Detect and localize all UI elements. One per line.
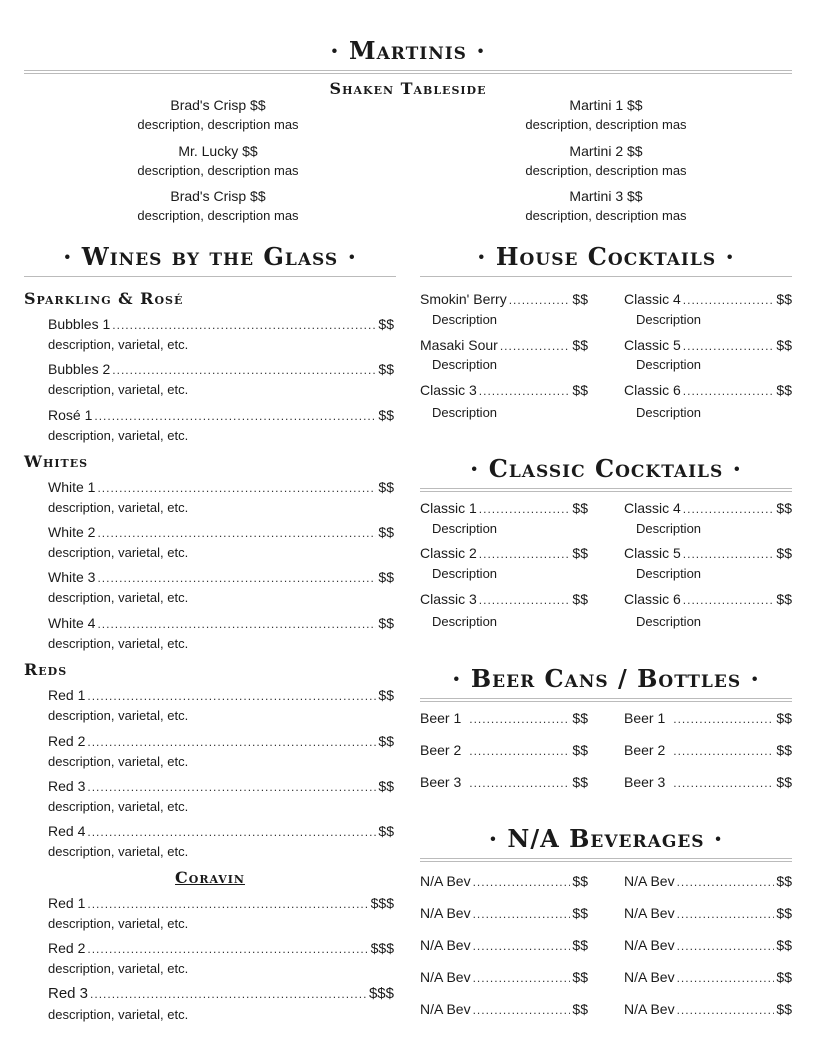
item-name: Classic 3 <box>420 591 477 607</box>
wine-desc: description, varietal, etc. <box>48 382 189 397</box>
item-name: Classic 1 <box>420 500 477 516</box>
wines-rule <box>24 276 396 277</box>
item-price: $$ <box>776 500 792 516</box>
item-price: $$ <box>572 291 588 307</box>
leader-dots <box>479 384 571 398</box>
cocktail-desc: Description <box>432 357 498 372</box>
leader-dots <box>473 907 571 921</box>
item-price: $$ <box>378 687 394 703</box>
item-desc: description, description mas <box>137 117 299 132</box>
beer-item <box>624 710 792 726</box>
wine-desc: description, varietal, etc. <box>48 337 189 352</box>
leader-dots <box>683 293 775 307</box>
item-name: Rosé 1 <box>48 407 93 423</box>
leader-dots <box>469 712 570 726</box>
item-price: $$ <box>378 778 394 794</box>
item-price: $$ <box>776 337 792 353</box>
item-name: Beer 2 <box>624 742 666 758</box>
item-price: $$ <box>378 479 394 495</box>
item-price: $$ <box>776 905 792 921</box>
wine-item <box>48 407 394 423</box>
wine-item <box>48 940 394 956</box>
item-desc: description, description mas <box>137 163 299 178</box>
item-name: Classic 6 <box>624 591 681 607</box>
beer-item <box>624 774 792 790</box>
cocktail-desc: Description <box>636 312 702 327</box>
item-name: Classic 5 <box>624 337 681 353</box>
item-desc: description, description mas <box>525 208 687 223</box>
item-price: $$ <box>776 937 792 953</box>
cocktail-desc: Description <box>432 405 498 420</box>
shaken-tableside-subtitle: Shaken Tableside <box>329 79 487 98</box>
leader-dots <box>479 502 571 516</box>
cocktail-item <box>624 591 792 607</box>
leader-dots <box>87 735 376 749</box>
cocktail-desc: Description <box>636 521 702 536</box>
item-price: $$ <box>572 545 588 561</box>
na-item <box>420 969 588 985</box>
na-item <box>624 937 792 953</box>
item-name: Classic 3 <box>420 382 477 398</box>
item-price: $$ <box>776 1001 792 1017</box>
leader-dots <box>479 593 571 607</box>
cocktail-desc: Description <box>432 614 498 629</box>
leader-dots <box>97 526 376 540</box>
item-price: $$$ <box>370 940 394 956</box>
classic-rule <box>420 488 792 492</box>
item-name: Brad's Crisp $$ <box>170 188 266 204</box>
item-desc: description, description mas <box>137 208 299 223</box>
item-name: N/A Bev <box>624 969 675 985</box>
leader-dots <box>683 502 775 516</box>
item-name: N/A Bev <box>624 873 675 889</box>
martini-item <box>498 186 714 226</box>
leader-dots <box>112 363 376 377</box>
item-price: $$ <box>776 873 792 889</box>
item-price: $$ <box>776 742 792 758</box>
item-name: Bubbles 1 <box>48 316 111 332</box>
wine-desc: description, varietal, etc. <box>48 844 189 859</box>
wine-desc: description, varietal, etc. <box>48 916 189 931</box>
leader-dots <box>677 907 775 921</box>
cocktail-item <box>624 291 792 307</box>
cocktail-item <box>420 337 588 353</box>
wine-item <box>48 985 394 1002</box>
classic-cocktails-title: · Classic Cocktails · <box>470 454 742 483</box>
cocktail-desc: Description <box>636 614 702 629</box>
item-price: $$ <box>572 873 588 889</box>
cocktail-item <box>624 337 792 353</box>
leader-dots <box>673 776 774 790</box>
cocktail-desc: Description <box>432 312 498 327</box>
leader-dots <box>683 547 775 561</box>
beer-rule <box>420 698 792 702</box>
item-price: $$ <box>378 407 394 423</box>
item-price: $$ <box>378 316 394 332</box>
martini-item <box>498 141 714 181</box>
item-name: Brad's Crisp $$ <box>170 97 266 113</box>
item-price: $$ <box>572 905 588 921</box>
item-price: $$$ <box>368 985 394 1002</box>
item-price: $$ <box>572 937 588 953</box>
leader-dots <box>677 939 775 953</box>
item-price: $$ <box>572 969 588 985</box>
beer-item <box>420 774 588 790</box>
item-price: $$ <box>572 382 588 398</box>
item-name: N/A Bev <box>420 1001 471 1017</box>
item-name: Mr. Lucky $$ <box>178 143 258 159</box>
item-name: Beer 3 <box>420 774 462 790</box>
item-price: $$ <box>776 774 792 790</box>
item-price: $$ <box>378 733 394 749</box>
wine-item <box>48 361 394 377</box>
item-price: $$ <box>378 569 394 585</box>
leader-dots <box>90 987 367 1001</box>
leader-dots <box>469 744 570 758</box>
leader-dots <box>87 942 368 956</box>
na-item <box>624 969 792 985</box>
item-name: Red 3 <box>48 778 86 794</box>
wine-item <box>48 316 394 332</box>
item-name: Beer 3 <box>624 774 666 790</box>
leader-dots <box>97 481 376 495</box>
item-name: Red 2 <box>48 940 86 956</box>
item-price: $$ <box>572 742 588 758</box>
item-name: White 2 <box>48 524 96 540</box>
martini-item <box>110 95 326 135</box>
wine-desc: description, varietal, etc. <box>48 545 189 560</box>
leader-dots <box>673 712 774 726</box>
leader-dots <box>87 897 368 911</box>
wine-item <box>48 733 394 749</box>
sparkling-rose-heading: Sparkling & Rosé <box>24 289 184 308</box>
wine-desc: description, varietal, etc. <box>48 590 189 605</box>
leader-dots <box>473 1003 571 1017</box>
item-name: Red 3 <box>48 985 89 1002</box>
wine-item <box>48 479 394 495</box>
na-rule <box>420 858 792 862</box>
item-name: Classic 5 <box>624 545 681 561</box>
item-price: $$ <box>572 337 588 353</box>
wine-desc: description, varietal, etc. <box>48 500 189 515</box>
item-name: Red 1 <box>48 895 86 911</box>
item-desc: description, description mas <box>525 117 687 132</box>
item-price: $$ <box>776 710 792 726</box>
cocktail-item <box>420 545 588 561</box>
martinis-rule <box>24 70 792 74</box>
wine-item <box>48 823 394 839</box>
item-name: N/A Bev <box>624 1001 675 1017</box>
item-price: $$ <box>572 500 588 516</box>
cocktail-item <box>624 382 792 398</box>
cocktail-item <box>420 591 588 607</box>
wine-desc: description, varietal, etc. <box>48 708 189 723</box>
na-item <box>624 873 792 889</box>
na-item <box>624 905 792 921</box>
wine-desc: description, varietal, etc. <box>48 799 189 814</box>
cocktail-item <box>624 545 792 561</box>
item-name: Red 2 <box>48 733 86 749</box>
wine-item <box>48 615 394 631</box>
cocktail-desc: Description <box>636 357 702 372</box>
item-name: Classic 2 <box>420 545 477 561</box>
cocktail-desc: Description <box>432 521 498 536</box>
item-name: White 4 <box>48 615 96 631</box>
martini-item <box>110 186 326 226</box>
leader-dots <box>473 875 571 889</box>
wine-item <box>48 687 394 703</box>
leader-dots <box>469 776 570 790</box>
beer-item <box>420 742 588 758</box>
item-name: N/A Bev <box>420 937 471 953</box>
item-name: Bubbles 2 <box>48 361 111 377</box>
item-name: White 1 <box>48 479 96 495</box>
item-name: Beer 1 <box>420 710 462 726</box>
item-name: Masaki Sour <box>420 337 498 353</box>
leader-dots <box>509 293 571 307</box>
wine-desc: description, varietal, etc. <box>48 961 189 976</box>
martinis-title: · Martinis · <box>330 36 486 65</box>
leader-dots <box>677 1003 775 1017</box>
item-name: N/A Bev <box>624 937 675 953</box>
item-price: $$ <box>572 774 588 790</box>
wine-item <box>48 778 394 794</box>
leader-dots <box>673 744 774 758</box>
item-name: N/A Bev <box>624 905 675 921</box>
leader-dots <box>97 571 376 585</box>
whites-heading: Whites <box>24 452 89 471</box>
item-price: $$ <box>776 291 792 307</box>
cocktail-item <box>624 500 792 516</box>
wine-item <box>48 569 394 585</box>
wine-desc: description, varietal, etc. <box>48 636 189 651</box>
wine-desc: description, varietal, etc. <box>48 1007 189 1022</box>
leader-dots <box>683 593 775 607</box>
na-item <box>624 1001 792 1017</box>
item-name: N/A Bev <box>420 905 471 921</box>
item-price: $$ <box>776 969 792 985</box>
leader-dots <box>87 825 376 839</box>
item-price: $$ <box>776 545 792 561</box>
na-beverages-title: · N/A Beverages · <box>488 824 724 853</box>
item-price: $$ <box>378 615 394 631</box>
beer-title: · Beer Cans / Bottles · <box>452 664 760 693</box>
martini-item <box>498 95 714 135</box>
item-name: Martini 3 $$ <box>569 188 643 204</box>
beer-item <box>624 742 792 758</box>
leader-dots <box>479 547 571 561</box>
wine-desc: description, varietal, etc. <box>48 428 189 443</box>
item-name: Red 1 <box>48 687 86 703</box>
na-item <box>420 905 588 921</box>
item-name: Martini 1 $$ <box>569 97 643 113</box>
cocktail-item <box>420 500 588 516</box>
item-name: Classic 4 <box>624 291 681 307</box>
item-name: Martini 2 $$ <box>569 143 643 159</box>
leader-dots <box>87 689 376 703</box>
wines-title: · Wines by the Glass · <box>63 242 357 271</box>
item-desc: description, description mas <box>525 163 687 178</box>
leader-dots <box>94 409 376 423</box>
cocktail-desc: Description <box>432 566 498 581</box>
leader-dots <box>97 617 376 631</box>
na-item <box>420 873 588 889</box>
item-name: Classic 4 <box>624 500 681 516</box>
leader-dots <box>677 875 775 889</box>
leader-dots <box>112 318 376 332</box>
martini-item <box>110 141 326 181</box>
leader-dots <box>683 384 775 398</box>
item-price: $$ <box>572 1001 588 1017</box>
cocktail-desc: Description <box>636 566 702 581</box>
wine-item <box>48 895 394 911</box>
cocktail-desc: Description <box>636 405 702 420</box>
item-name: Beer 2 <box>420 742 462 758</box>
item-name: Smokin' Berry <box>420 291 507 307</box>
item-price: $$ <box>776 591 792 607</box>
item-name: White 3 <box>48 569 96 585</box>
house-cocktails-title: · House Cocktails · <box>477 242 735 271</box>
item-name: N/A Bev <box>420 969 471 985</box>
leader-dots <box>500 339 571 353</box>
leader-dots <box>683 339 775 353</box>
cocktail-item <box>420 382 588 398</box>
cocktail-item <box>420 291 588 307</box>
item-name: Classic 6 <box>624 382 681 398</box>
wine-item <box>48 524 394 540</box>
item-price: $$ <box>776 382 792 398</box>
house-rule <box>420 276 792 277</box>
leader-dots <box>87 780 376 794</box>
item-price: $$ <box>378 823 394 839</box>
coravin-heading: Coravin <box>175 868 245 887</box>
item-name: Red 4 <box>48 823 86 839</box>
item-name: N/A Bev <box>420 873 471 889</box>
item-price: $$ <box>572 710 588 726</box>
item-price: $$$ <box>370 895 394 911</box>
item-price: $$ <box>572 591 588 607</box>
leader-dots <box>473 971 571 985</box>
reds-heading: Reds <box>24 660 68 679</box>
beer-item <box>420 710 588 726</box>
na-item <box>420 1001 588 1017</box>
item-name: Beer 1 <box>624 710 666 726</box>
na-item <box>420 937 588 953</box>
item-price: $$ <box>378 524 394 540</box>
leader-dots <box>677 971 775 985</box>
item-price: $$ <box>378 361 394 377</box>
wine-desc: description, varietal, etc. <box>48 754 189 769</box>
leader-dots <box>473 939 571 953</box>
